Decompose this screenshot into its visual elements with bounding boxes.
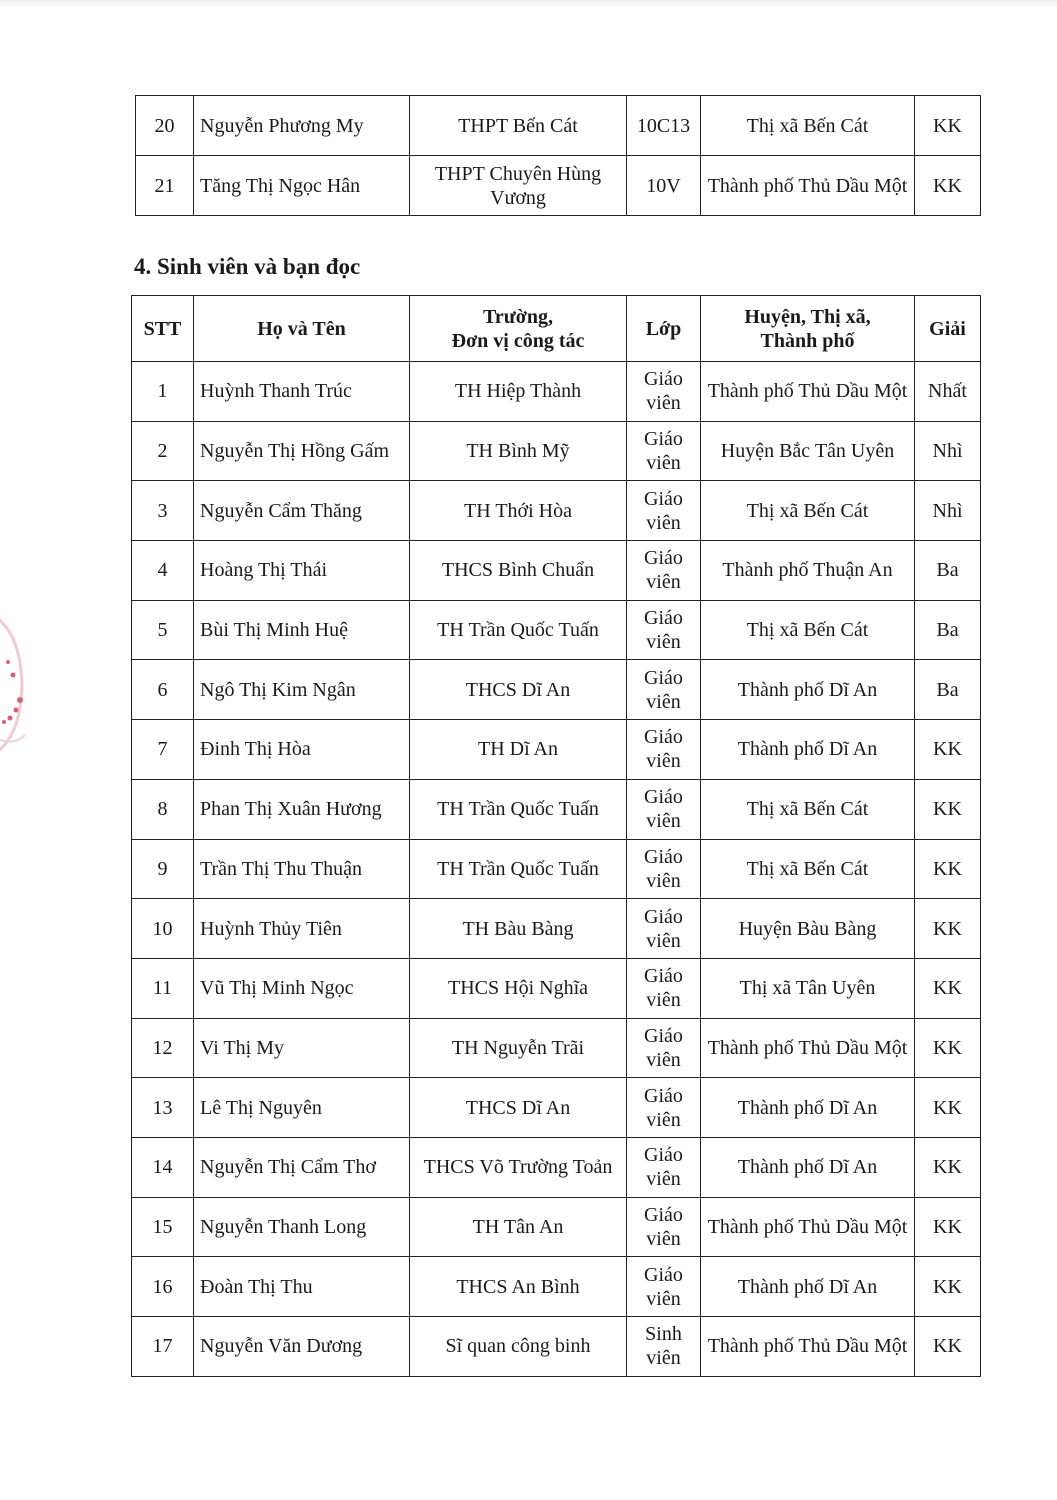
cell-school: THCS An Bình xyxy=(410,1257,627,1317)
cell-stt: 7 xyxy=(132,720,194,780)
cell-stt: 1 xyxy=(132,362,194,422)
cell-name: Nguyễn Phương My xyxy=(194,96,410,156)
cell-stt: 21 xyxy=(136,156,194,216)
cell-school: TH Dĩ An xyxy=(410,720,627,780)
cell-award: KK xyxy=(915,96,981,156)
cell-class: Giáo viên xyxy=(627,720,701,780)
cell-school: THCS Bình Chuẩn xyxy=(410,541,627,601)
cell-stt: 9 xyxy=(132,839,194,899)
table-row xyxy=(136,96,981,156)
table-row xyxy=(132,779,981,839)
cell-award: Ba xyxy=(915,541,981,601)
cell-school: TH Trần Quốc Tuấn xyxy=(410,779,627,839)
cell-school: TH Nguyễn Trãi xyxy=(410,1018,627,1078)
cell-stt: 3 xyxy=(132,481,194,541)
cell-class: Giáo viên xyxy=(627,1078,701,1138)
table-row xyxy=(132,1197,981,1257)
cell-award: KK xyxy=(915,156,981,216)
cell-award: KK xyxy=(915,958,981,1018)
cell-name: Vi Thị My xyxy=(194,1018,410,1078)
cell-name: Vũ Thị Minh Ngọc xyxy=(194,958,410,1018)
cell-class: Giáo viên xyxy=(627,600,701,660)
cell-district: Huyện Bắc Tân Uyên xyxy=(701,421,915,481)
table-row xyxy=(132,660,981,720)
cell-stt: 11 xyxy=(132,958,194,1018)
cell-district: Thành phố Thủ Dầu Một xyxy=(701,156,915,216)
table-row xyxy=(132,899,981,959)
cell-school: THCS Dĩ An xyxy=(410,660,627,720)
cell-name: Bùi Thị Minh Huệ xyxy=(194,600,410,660)
header-district xyxy=(701,296,915,362)
cell-school: TH Bàu Bàng xyxy=(410,899,627,959)
cell-stt: 13 xyxy=(132,1078,194,1138)
cell-school: THCS Võ Trường Toản xyxy=(410,1137,627,1197)
cell-name: Đinh Thị Hòa xyxy=(194,720,410,780)
cell-stt: 16 xyxy=(132,1257,194,1317)
cell-district: Thị xã Bến Cát xyxy=(701,839,915,899)
cell-district: Huyện Bàu Bàng xyxy=(701,899,915,959)
table-row xyxy=(132,362,981,422)
cell-award: Nhì xyxy=(915,481,981,541)
cell-district: Thành phố Dĩ An xyxy=(701,660,915,720)
cell-award: KK xyxy=(915,839,981,899)
cell-award: Ba xyxy=(915,600,981,660)
cell-school: THCS Dĩ An xyxy=(410,1078,627,1138)
cell-district: Thành phố Thủ Dầu Một xyxy=(701,362,915,422)
cell-stt: 8 xyxy=(132,779,194,839)
cell-award: KK xyxy=(915,1078,981,1138)
cell-school: TH Bình Mỹ xyxy=(410,421,627,481)
table-row xyxy=(132,1018,981,1078)
table-row xyxy=(132,1137,981,1197)
cell-name: Nguyễn Văn Dương xyxy=(194,1317,410,1377)
cell-class: 10V xyxy=(627,156,701,216)
header-district-line2: Thành phố xyxy=(760,329,855,352)
cell-name: Hoàng Thị Thái xyxy=(194,541,410,601)
cell-school: TH Hiệp Thành xyxy=(410,362,627,422)
cell-name: Huỳnh Thanh Trúc xyxy=(194,362,410,422)
cell-district: Thị xã Bến Cát xyxy=(701,600,915,660)
awards-table xyxy=(131,295,981,1377)
cell-class: Sinh viên xyxy=(627,1317,701,1377)
cell-class: 10C13 xyxy=(627,96,701,156)
cell-name: Nguyễn Cẩm Thăng xyxy=(194,481,410,541)
table-row xyxy=(136,156,981,216)
cell-school: THPT Bến Cát xyxy=(410,96,627,156)
table-row xyxy=(132,481,981,541)
cell-stt: 4 xyxy=(132,541,194,601)
continued-table xyxy=(135,95,981,216)
cell-stt: 12 xyxy=(132,1018,194,1078)
cell-award: KK xyxy=(915,1197,981,1257)
cell-class: Giáo viên xyxy=(627,958,701,1018)
header-award: Giải xyxy=(915,296,981,362)
cell-stt: 5 xyxy=(132,600,194,660)
cell-district: Thành phố Dĩ An xyxy=(701,1137,915,1197)
header-district-line1: Huyện, Thị xã, xyxy=(744,305,871,328)
cell-class: Giáo viên xyxy=(627,362,701,422)
cell-stt: 6 xyxy=(132,660,194,720)
cell-school: TH Trần Quốc Tuấn xyxy=(410,839,627,899)
cell-name: Nguyễn Thanh Long xyxy=(194,1197,410,1257)
cell-award: KK xyxy=(915,1257,981,1317)
cell-district: Thành phố Thuận An xyxy=(701,541,915,601)
cell-class: Giáo viên xyxy=(627,1137,701,1197)
page-top-edge xyxy=(0,0,1057,8)
table-row xyxy=(132,541,981,601)
table-row xyxy=(132,1078,981,1138)
cell-award: KK xyxy=(915,720,981,780)
cell-name: Nguyễn Thị Cẩm Thơ xyxy=(194,1137,410,1197)
table-row xyxy=(132,600,981,660)
cell-district: Thành phố Thủ Dầu Một xyxy=(701,1018,915,1078)
header-school-line1: Trường, xyxy=(483,305,553,328)
header-stt: STT xyxy=(132,296,194,362)
cell-name: Trần Thị Thu Thuận xyxy=(194,839,410,899)
cell-school: Sĩ quan công binh xyxy=(410,1317,627,1377)
table-row xyxy=(132,958,981,1018)
cell-name: Huỳnh Thủy Tiên xyxy=(194,899,410,959)
cell-stt: 10 xyxy=(132,899,194,959)
cell-stt: 2 xyxy=(132,421,194,481)
cell-school: TH Trần Quốc Tuấn xyxy=(410,600,627,660)
cell-award: KK xyxy=(915,1137,981,1197)
cell-district: Thành phố Dĩ An xyxy=(701,1257,915,1317)
cell-name: Nguyễn Thị Hồng Gấm xyxy=(194,421,410,481)
header-school-line2: Đơn vị công tác xyxy=(451,329,585,352)
cell-award: KK xyxy=(915,779,981,839)
cell-district: Thành phố Dĩ An xyxy=(701,720,915,780)
cell-name: Ngô Thị Kim Ngân xyxy=(194,660,410,720)
cell-class: Giáo viên xyxy=(627,1257,701,1317)
cell-class: Giáo viên xyxy=(627,421,701,481)
cell-district: Thị xã Bến Cát xyxy=(701,481,915,541)
table-row xyxy=(132,839,981,899)
table-row xyxy=(132,1317,981,1377)
table-row xyxy=(132,720,981,780)
cell-school: TH Thới Hòa xyxy=(410,481,627,541)
cell-stt: 17 xyxy=(132,1317,194,1377)
header-class: Lớp xyxy=(627,296,701,362)
cell-class: Giáo viên xyxy=(627,660,701,720)
header-name: Họ và Tên xyxy=(194,296,410,362)
cell-district: Thị xã Tân Uyên xyxy=(701,958,915,1018)
cell-award: Ba xyxy=(915,660,981,720)
cell-class: Giáo viên xyxy=(627,481,701,541)
cell-district: Thành phố Thủ Dầu Một xyxy=(701,1317,915,1377)
cell-district: Thị xã Bến Cát xyxy=(701,779,915,839)
header-school xyxy=(410,296,627,362)
cell-award: Nhất xyxy=(915,362,981,422)
cell-class: Giáo viên xyxy=(627,839,701,899)
cell-district: Thị xã Bến Cát xyxy=(701,96,915,156)
cell-school: THPT Chuyên Hùng Vương xyxy=(410,156,627,216)
cell-award: KK xyxy=(915,1317,981,1377)
cell-class: Giáo viên xyxy=(627,541,701,601)
cell-award: Nhì xyxy=(915,421,981,481)
table-row xyxy=(132,1257,981,1317)
cell-stt: 14 xyxy=(132,1137,194,1197)
red-stamp-fragment-icon xyxy=(0,600,40,770)
cell-district: Thành phố Thủ Dầu Một xyxy=(701,1197,915,1257)
table-header-row xyxy=(132,296,981,362)
cell-class: Giáo viên xyxy=(627,1018,701,1078)
cell-school: TH Tân An xyxy=(410,1197,627,1257)
cell-stt: 20 xyxy=(136,96,194,156)
cell-class: Giáo viên xyxy=(627,899,701,959)
section-heading: 4. Sinh viên và bạn đọc xyxy=(134,254,361,279)
cell-district: Thành phố Dĩ An xyxy=(701,1078,915,1138)
cell-class: Giáo viên xyxy=(627,779,701,839)
cell-name: Phan Thị Xuân Hương xyxy=(194,779,410,839)
table-row xyxy=(132,421,981,481)
cell-name: Lê Thị Nguyên xyxy=(194,1078,410,1138)
cell-award: KK xyxy=(915,899,981,959)
cell-name: Đoàn Thị Thu xyxy=(194,1257,410,1317)
cell-school: THCS Hội Nghĩa xyxy=(410,958,627,1018)
cell-stt: 15 xyxy=(132,1197,194,1257)
cell-class: Giáo viên xyxy=(627,1197,701,1257)
cell-name: Tăng Thị Ngọc Hân xyxy=(194,156,410,216)
cell-award: KK xyxy=(915,1018,981,1078)
